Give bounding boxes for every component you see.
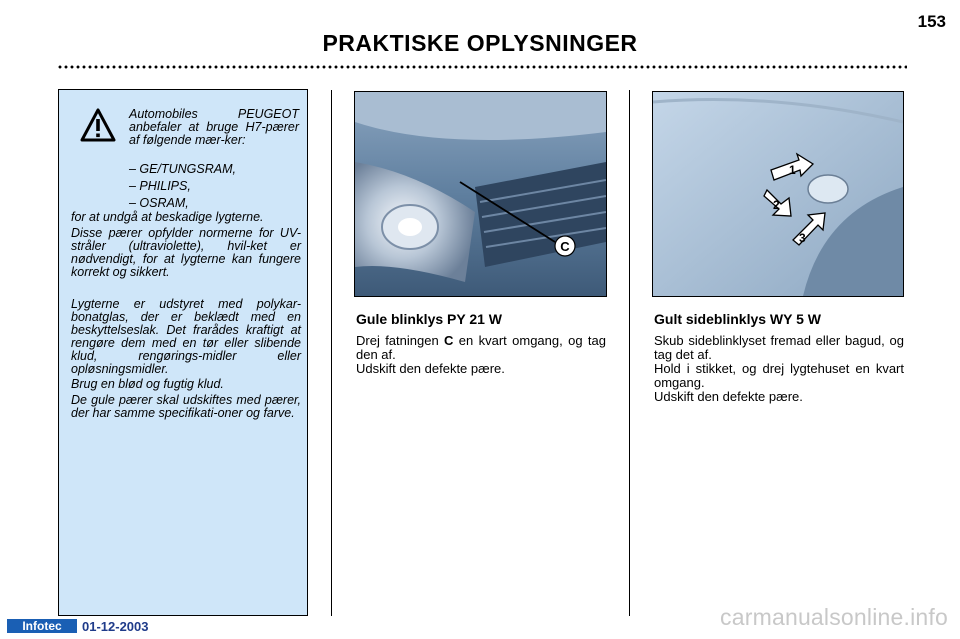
footer-date: 01-12-2003 <box>82 619 149 634</box>
arrow-label: 1 <box>789 163 796 177</box>
watermark: carmanualsonline.info <box>720 604 948 630</box>
note-paragraph: for at undgå at beskadige lygterne. <box>71 210 264 224</box>
side-indicator-text: Hold i stikket, og drej lygtehuset en kvart omgang. <box>654 361 904 390</box>
column-divider <box>331 90 332 616</box>
warning-note-box <box>58 89 308 616</box>
brand-item: – OSRAM, <box>129 196 189 210</box>
note-intro: Automobiles PEUGEOT anbefaler at bruge H7-pærer af følgende mær-ker: <box>129 107 299 147</box>
front-indicator-heading: Gule blinklys PY 21 W <box>356 311 503 327</box>
front-indicator-text: Drej fatningen C en kvart omgang, og tag den af. <box>356 333 606 362</box>
warning-triangle-icon <box>80 108 116 142</box>
brand-item: – PHILIPS, <box>129 179 191 193</box>
side-indicator-heading: Gult sideblinklys WY 5 W <box>654 311 821 327</box>
column-divider <box>629 90 630 616</box>
photo-callout-c: C <box>560 239 570 254</box>
arrow-label: 3 <box>799 231 806 245</box>
note-paragraph: Brug en blød og fugtig klud. <box>71 377 224 391</box>
note-paragraph: Lygterne er udstyret med polykar-bonatglas, der er beklædt med en beskyttelseslak. Det frarådes kraftigt at rengøre dem med en tør eller slibende klud, rengørings-midler eller opløsningsmidler. <box>71 297 301 376</box>
arrow-label: 2 <box>773 198 780 212</box>
note-paragraph: Disse pærer opfylder normerne for UV-stråler (ultraviolette), hvil-ket er nødvendigt, for at lygterne kan fungere korrekt og sikkert. <box>71 226 301 279</box>
side-indicator-photo <box>652 91 904 297</box>
infotec-logo: Infotec <box>7 619 77 633</box>
brand-item: – GE/TUNGSRAM, <box>129 162 236 176</box>
side-indicator-text: Skub sideblinklyset fremad eller bagud, og tag det af. <box>654 333 904 362</box>
dotted-divider <box>57 64 907 70</box>
page-title: PRAKTISKE OPLYSNINGER <box>322 30 638 56</box>
front-indicator-text: Udskift den defekte pære. <box>356 361 505 376</box>
headlamp-photo <box>354 91 607 297</box>
side-indicator-text: Udskift den defekte pære. <box>654 389 803 404</box>
page-number: 153 <box>917 12 946 31</box>
note-paragraph: De gule pærer skal udskiftes med pærer, der har samme specifikati-oner og farve. <box>71 393 301 420</box>
